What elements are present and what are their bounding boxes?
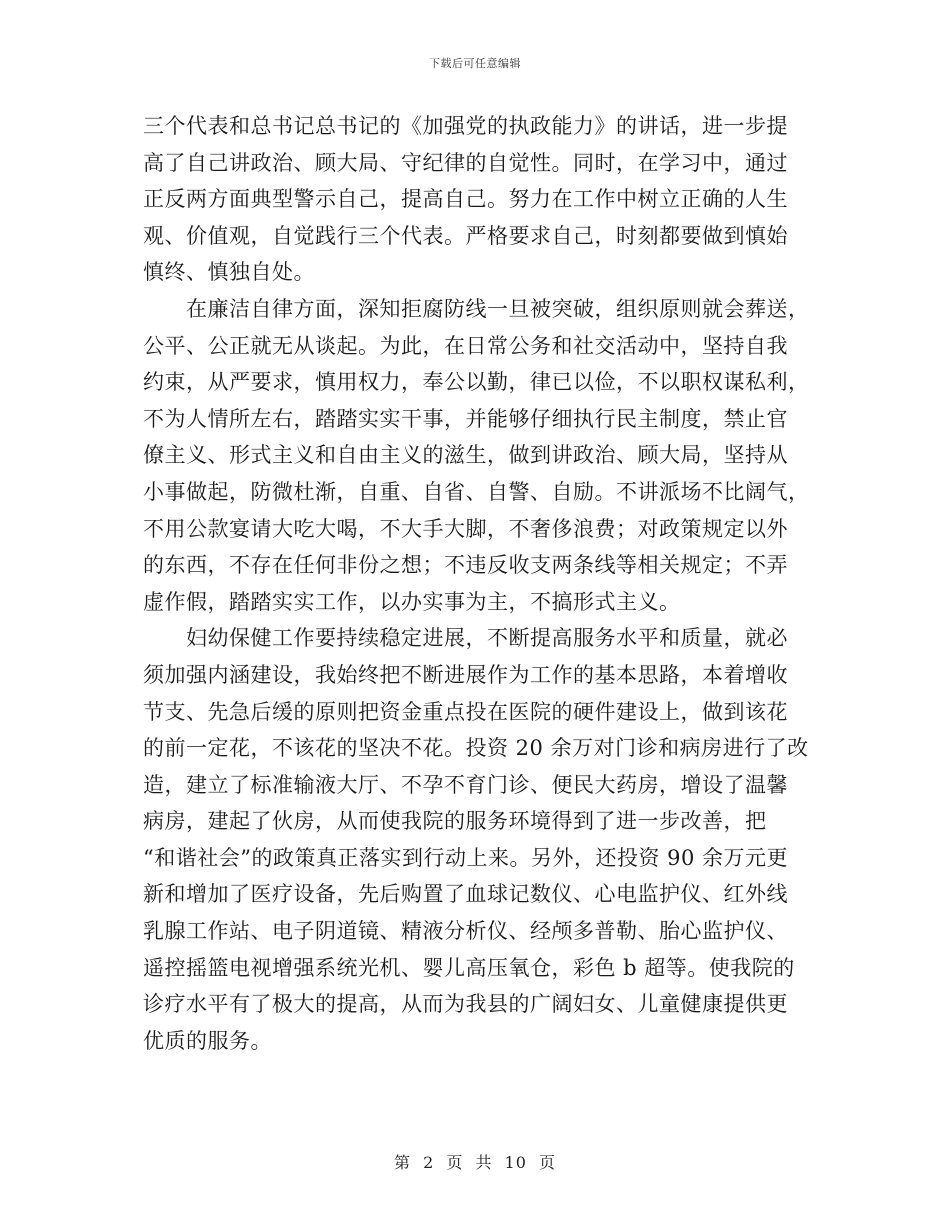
text-line: 僚主义、形式主义和自由主义的滋生，做到讲政治、顾大局，坚持从 <box>143 443 788 468</box>
text-line: 诊疗水平有了极大的提高，从而为我县的广阔妇女、儿童健康提供更 <box>143 992 788 1017</box>
text-line: 不为人情所左右，踏踏实实干事，并能够仔细执行民主制度，禁止官 <box>143 406 788 431</box>
text-line: 新和增加了医疗设备，先后购置了血球记数仪、心电监护仪、红外线 <box>143 882 788 907</box>
text-line: 造，建立了标准输液大厅、不孕不育门诊、便民大药房，增设了温馨 <box>143 772 788 797</box>
text-line: 在廉洁自律方面，深知拒腐防线一旦被突破，组织原则就会葬送， <box>186 296 810 321</box>
text-line: 约束，从严要求，慎用权力，奉公以勤，律已以俭，不以职权谋私利， <box>143 370 810 395</box>
text-line: 的东西，不存在任何非份之想；不违反收支两条线等相关规定；不弄 <box>143 553 788 578</box>
paragraph-2 <box>143 291 810 620</box>
text-line: 节支、先急后缓的原则把资金重点投在医院的硬件建设上，做到该花 <box>143 699 788 724</box>
text-line: 乳腺工作站、电子阴道镜、精液分析仪、经颅多普勒、胎心监护仪、 <box>143 919 788 944</box>
paragraph-3 <box>143 620 807 1059</box>
text-line: 的前一定花，不该花的坚决不花。投资 20 余万对门诊和病房进行了改 <box>143 736 809 761</box>
text-line: 正反两方面典型警示自己，提高自己。努力在工作中树立正确的人生 <box>143 187 788 212</box>
text-line: 观、价值观，自觉践行三个代表。严格要求自己，时刻都要做到慎始 <box>143 223 788 248</box>
document-body <box>143 108 810 1059</box>
text-line: 高了自己讲政治、顾大局、守纪律的自觉性。同时，在学习中，通过 <box>143 150 788 175</box>
text-line: 遥控摇篮电视增强系统光机、婴儿高压氧仓，彩色 b 超等。使我院的 <box>143 955 795 980</box>
text-line: 小事做起，防微杜渐，自重、自省、自警、自励。不讲派场不比阔气， <box>143 479 810 504</box>
text-line: 虚作假，踏踏实实工作，以办实事为主，不搞形式主义。 <box>143 589 681 614</box>
text-line: 三个代表和总书记总书记的《加强党的执政能力》的讲话，进一步提 <box>143 114 788 138</box>
text-line: 妇幼保健工作要持续稳定进展，不断提高服务水平和质量，就必 <box>186 626 788 651</box>
text-line: 公平、公正就无从谈起。为此，在日常公务和社交活动中，坚持自我 <box>143 333 788 358</box>
page-header: 下载后可任意编辑 <box>429 57 521 70</box>
text-line: 病房，建起了伙房，从而使我院的服务环境得到了进一步改善，把 <box>143 809 767 834</box>
text-line: 优质的服务。 <box>143 1028 272 1053</box>
text-line: 不用公款宴请大吃大喝，不大手大脚，不奢侈浪费；对政策规定以外 <box>143 516 788 541</box>
page-footer: 第 2 页 共 10 页 <box>394 1153 556 1172</box>
text-line: “和谐社会”的政策真正落实到行动上来。另外，还投资 90 余万元更 <box>143 845 789 870</box>
text-line: 慎终、慎独自处。 <box>143 260 315 285</box>
text-line: 须加强内涵建设，我始终把不断进展作为工作的基本思路，本着增收 <box>143 662 788 687</box>
paragraph-1 <box>143 108 807 291</box>
